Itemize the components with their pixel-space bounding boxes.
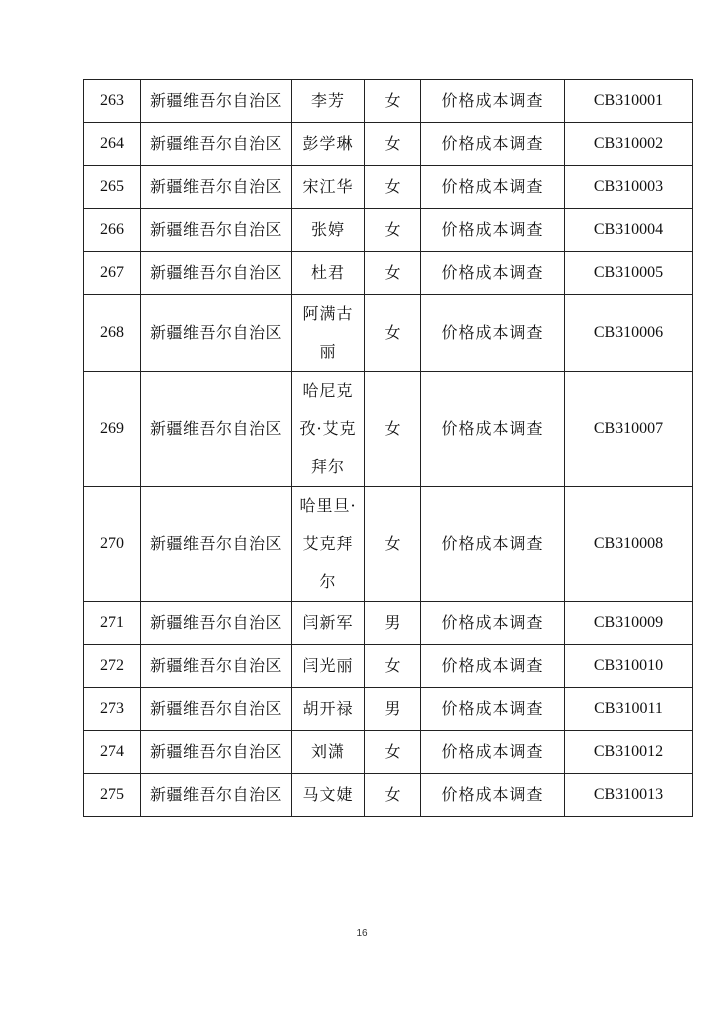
project-cell: 价格成本调查 — [421, 252, 565, 295]
table-row — [84, 123, 693, 166]
gender-cell: 女 — [365, 209, 421, 252]
region-cell: 新疆维吾尔自治区 — [141, 602, 292, 645]
gender-cell: 女 — [365, 372, 421, 487]
project-cell: 价格成本调查 — [421, 123, 565, 166]
table-row — [84, 252, 693, 295]
name-cell — [292, 123, 365, 166]
code-cell: CB310002 — [565, 123, 693, 166]
name-text: 张婷 — [310, 220, 345, 239]
gender-cell: 女 — [365, 252, 421, 295]
region-cell: 新疆维吾尔自治区 — [141, 688, 292, 731]
code-cell: CB310010 — [565, 645, 693, 688]
serial-number-cell: 270 — [84, 487, 141, 602]
name-cell — [292, 166, 365, 209]
serial-number-cell: 269 — [84, 372, 141, 487]
gender-cell: 女 — [365, 645, 421, 688]
region-cell: 新疆维吾尔自治区 — [141, 372, 292, 487]
name-text: 闫光丽 — [302, 656, 354, 675]
region-cell: 新疆维吾尔自治区 — [141, 731, 292, 774]
table-body — [84, 80, 693, 817]
serial-number-cell: 275 — [84, 774, 141, 817]
code-cell: CB310011 — [565, 688, 693, 731]
serial-number-cell: 274 — [84, 731, 141, 774]
code-cell: CB310008 — [565, 487, 693, 602]
name-text: 杜君 — [310, 263, 345, 282]
name-text: 哈尼克孜·艾克拜尔 — [299, 381, 357, 476]
table-row — [84, 209, 693, 252]
name-text: 李芳 — [310, 91, 345, 110]
name-cell — [292, 209, 365, 252]
region-cell: 新疆维吾尔自治区 — [141, 252, 292, 295]
code-cell: CB310007 — [565, 372, 693, 487]
name-cell — [292, 602, 365, 645]
name-text: 哈里旦·艾克拜尔 — [299, 496, 357, 591]
name-text: 宋江华 — [302, 177, 354, 196]
serial-number-cell: 265 — [84, 166, 141, 209]
table-row — [84, 80, 693, 123]
code-cell: CB310009 — [565, 602, 693, 645]
table-row — [84, 645, 693, 688]
serial-number-cell: 273 — [84, 688, 141, 731]
name-cell — [292, 774, 365, 817]
table-row — [84, 774, 693, 817]
name-cell — [292, 80, 365, 123]
name-text: 彭学琳 — [302, 134, 354, 153]
name-cell — [292, 645, 365, 688]
name-cell — [292, 688, 365, 731]
gender-cell: 女 — [365, 774, 421, 817]
table-row — [84, 372, 693, 487]
personnel-table — [83, 79, 693, 817]
name-text: 闫新军 — [302, 613, 354, 632]
name-cell — [292, 731, 365, 774]
code-cell: CB310005 — [565, 252, 693, 295]
table-row — [84, 487, 693, 602]
gender-cell: 男 — [365, 688, 421, 731]
region-cell: 新疆维吾尔自治区 — [141, 645, 292, 688]
table-row — [84, 166, 693, 209]
gender-cell: 女 — [365, 295, 421, 372]
name-text: 刘潇 — [310, 742, 345, 761]
table-row — [84, 602, 693, 645]
region-cell: 新疆维吾尔自治区 — [141, 123, 292, 166]
serial-number-cell: 267 — [84, 252, 141, 295]
name-cell — [292, 372, 365, 487]
name-cell — [292, 295, 365, 372]
serial-number-cell: 266 — [84, 209, 141, 252]
page-number: 16 — [356, 928, 368, 939]
serial-number-cell: 271 — [84, 602, 141, 645]
gender-cell: 女 — [365, 123, 421, 166]
region-cell: 新疆维吾尔自治区 — [141, 166, 292, 209]
project-cell: 价格成本调查 — [421, 372, 565, 487]
name-cell — [292, 252, 365, 295]
serial-number-cell: 263 — [84, 80, 141, 123]
project-cell: 价格成本调查 — [421, 602, 565, 645]
project-cell: 价格成本调查 — [421, 774, 565, 817]
project-cell: 价格成本调查 — [421, 295, 565, 372]
serial-number-cell: 268 — [84, 295, 141, 372]
serial-number-cell: 264 — [84, 123, 141, 166]
gender-cell: 男 — [365, 602, 421, 645]
name-text: 胡开禄 — [302, 699, 354, 718]
code-cell: CB310013 — [565, 774, 693, 817]
project-cell: 价格成本调查 — [421, 487, 565, 602]
code-cell: CB310006 — [565, 295, 693, 372]
table-row — [84, 731, 693, 774]
project-cell: 价格成本调查 — [421, 731, 565, 774]
project-cell: 价格成本调查 — [421, 80, 565, 123]
name-cell — [292, 487, 365, 602]
region-cell: 新疆维吾尔自治区 — [141, 80, 292, 123]
gender-cell: 女 — [365, 80, 421, 123]
region-cell: 新疆维吾尔自治区 — [141, 487, 292, 602]
table-row — [84, 295, 693, 372]
code-cell: CB310003 — [565, 166, 693, 209]
name-text: 马文婕 — [302, 785, 354, 804]
region-cell: 新疆维吾尔自治区 — [141, 209, 292, 252]
serial-number-cell: 272 — [84, 645, 141, 688]
region-cell: 新疆维吾尔自治区 — [141, 295, 292, 372]
table-row — [84, 688, 693, 731]
project-cell: 价格成本调查 — [421, 209, 565, 252]
project-cell: 价格成本调查 — [421, 688, 565, 731]
gender-cell: 女 — [365, 487, 421, 602]
code-cell: CB310004 — [565, 209, 693, 252]
region-cell: 新疆维吾尔自治区 — [141, 774, 292, 817]
project-cell: 价格成本调查 — [421, 645, 565, 688]
project-cell: 价格成本调查 — [421, 166, 565, 209]
name-text: 阿满古丽 — [302, 304, 354, 361]
gender-cell: 女 — [365, 166, 421, 209]
gender-cell: 女 — [365, 731, 421, 774]
code-cell: CB310001 — [565, 80, 693, 123]
code-cell: CB310012 — [565, 731, 693, 774]
